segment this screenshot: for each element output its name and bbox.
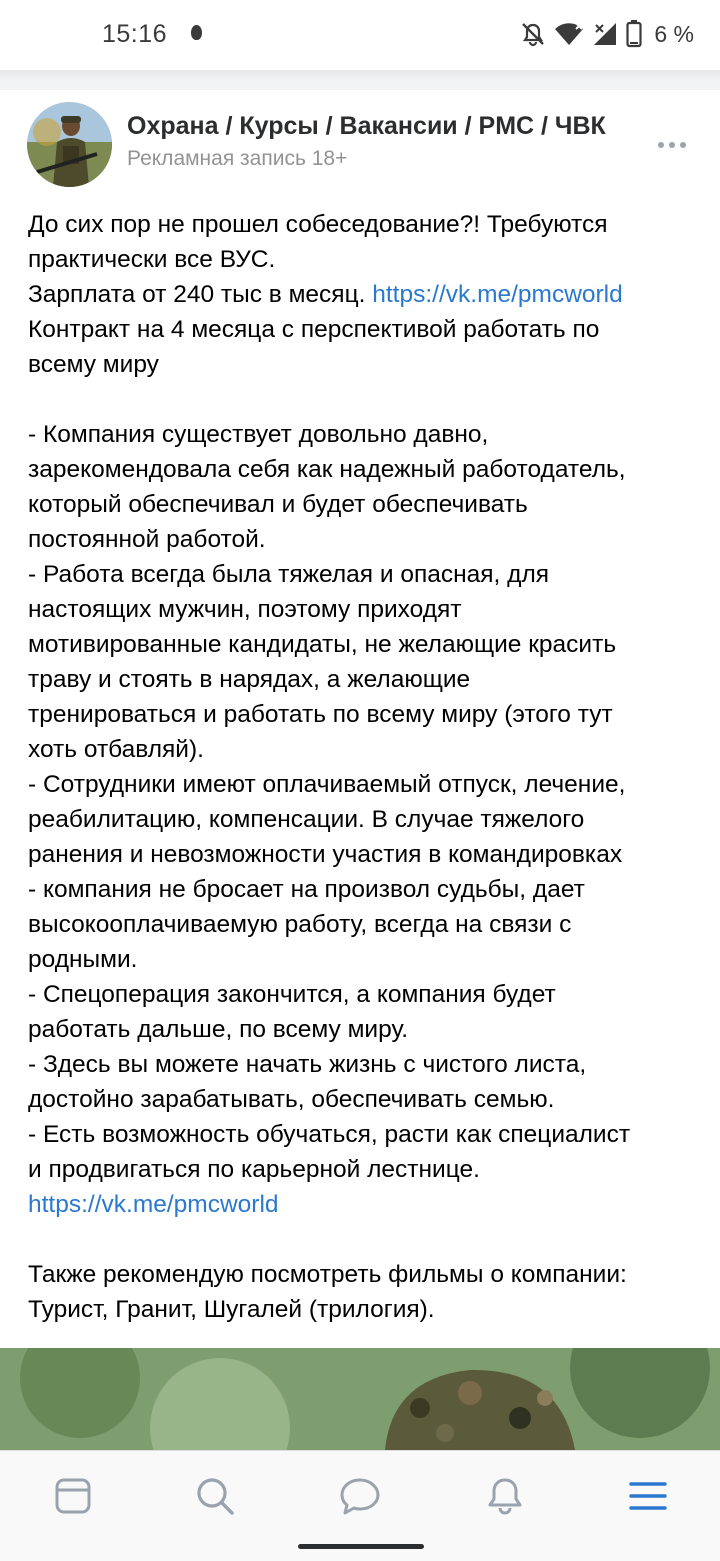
text-line: - Компания существует довольно давно, [28,421,489,448]
home-indicator[interactable] [298,1544,424,1549]
vk-link[interactable]: https://vk.me/pmcworld [28,1191,279,1218]
text-line: ранения и невозможности участия в командировках [28,841,623,868]
text-line: До сих пор не прошел собеседование?! Требуются [28,211,608,238]
header-shadow [0,70,720,82]
text-line: зарекомендовала себя как надежный работодатель, [28,456,626,483]
text-line: достойно зарабатывать, обеспечивать семью. [28,1086,555,1113]
search-icon [194,1475,236,1517]
text-segment: Зарплата от 240 тыс в месяц. [28,281,366,308]
text-line: мотивированные кандидаты, не желающие красить [28,631,617,658]
more-dot-icon [669,142,675,148]
status-icons [520,20,694,48]
battery-percent: 6 % [654,20,694,47]
text-line: Также рекомендую посмотреть фильмы о компании: [28,1261,627,1288]
avatar-image [27,102,112,187]
post-card [0,90,720,1450]
messages-icon [338,1476,382,1516]
more-dot-icon [680,142,686,148]
paragraph-gap [28,1222,698,1257]
tab-feed[interactable] [48,1471,98,1521]
more-dot-icon [658,142,664,148]
text-line: постоянной работой. [28,526,266,553]
feed-background [0,82,720,90]
battery-icon [626,20,642,48]
text-line: тренироваться и работать по всему миру (этого тут [28,701,613,728]
text-line: - компания не бросает на произвол судьбы, дает [28,876,585,903]
ad-label: Рекламная запись 18+ [127,147,348,170]
text-line: и продвигаться по карьерной лестнице. [28,1156,480,1183]
text-line: - Здесь вы можете начать жизнь с чистого листа, [28,1051,587,1078]
text-line: траву и стоять в нарядах, а желающие [28,666,471,693]
text-line: - Есть возможность обучаться, расти как специалист [28,1121,631,1148]
text-line: практически все ВУС. [28,246,276,273]
tab-search[interactable] [190,1471,240,1521]
post-image[interactable] [0,1348,720,1450]
text-line: реабилитацию, компенсации. В случае тяжелого [28,806,585,833]
mute-icon [520,21,546,47]
text-line [28,1187,698,1222]
menu-icon [628,1479,668,1513]
status-time: 15:16 [102,20,168,48]
feed-icon [53,1476,93,1516]
text-line: работать дальше, по всему миру. [28,1016,409,1043]
text-line: который обеспечивал и будет обеспечивать [28,491,528,518]
text-line: хоть отбавляй). [28,736,204,763]
text-line: - Спецоперация закончится, а компания будет [28,981,556,1008]
text-line: Турист, Гранит, Шугалей (трилогия). [28,1296,435,1323]
wifi-icon [554,21,584,47]
notification-dot-icon [191,25,202,40]
tab-messages[interactable] [335,1471,385,1521]
community-avatar[interactable] [27,102,112,187]
tab-notifications[interactable] [480,1471,530,1521]
more-options-button[interactable] [652,135,692,155]
vk-link[interactable]: https://vk.me/pmcworld [372,281,623,308]
text-line: всему миру [28,351,159,378]
text-line: Контракт на 4 месяца с перспективой работать по [28,316,600,343]
post-image-art [0,1348,720,1450]
text-line: - Сотрудники имеют оплачиваемый отпуск, лечение, [28,771,626,798]
text-line: - Работа всегда была тяжелая и опасная, для [28,561,550,588]
text-line: родными. [28,946,138,973]
post-text [28,207,698,1327]
status-bar [0,0,720,70]
signal-icon [592,21,618,47]
text-line [28,277,698,312]
notifications-icon [485,1475,525,1517]
paragraph-gap [28,382,698,417]
tab-menu[interactable] [623,1471,673,1521]
text-line: высокооплачиваемую работу, всегда на связи с [28,911,572,938]
community-name[interactable]: Охрана / Курсы / Вакансии / PMC / ЧВК [127,112,606,140]
text-line: настоящих мужчин, поэтому приходят [28,596,462,623]
